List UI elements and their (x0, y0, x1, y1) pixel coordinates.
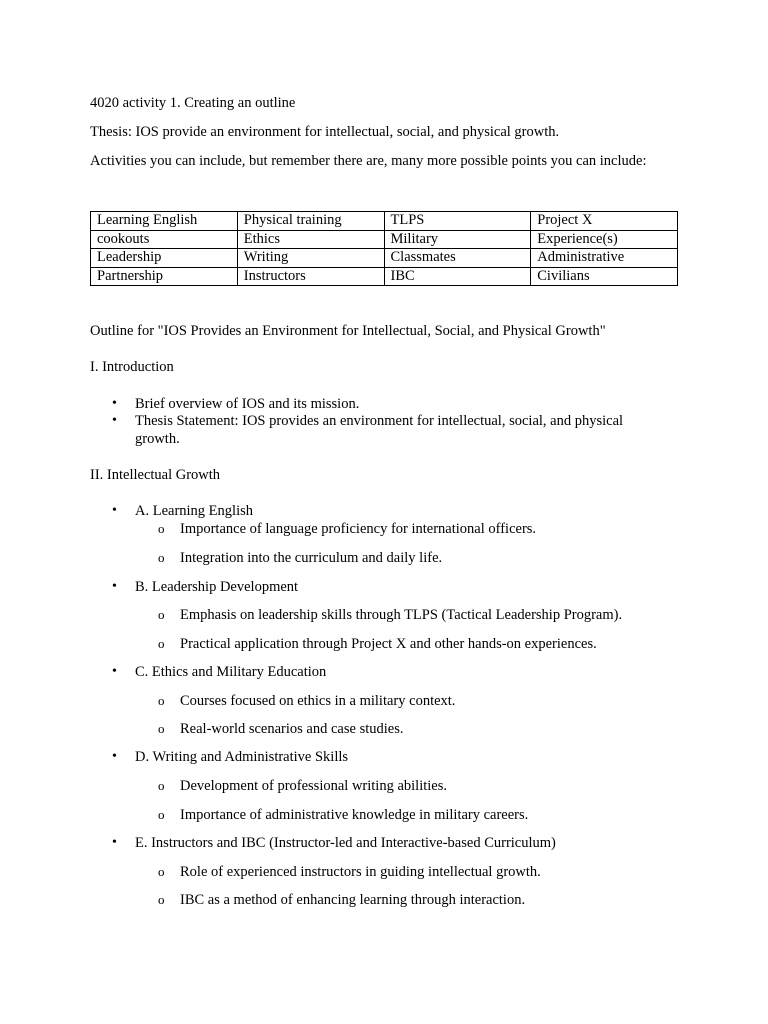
table-cell: Writing (237, 249, 384, 268)
sub-list-item: Integration into the curriculum and daily life. (180, 550, 443, 566)
sub-bullet-icon: o (158, 778, 165, 793)
section-intellectual-heading: II. Intellectual Growth (90, 467, 221, 483)
table-row (91, 249, 678, 268)
list-item: D. Writing and Administrative Skills (135, 749, 349, 765)
sub-bullet-icon: o (158, 721, 165, 736)
list-item: Thesis Statement: IOS provides an environment for intellectual, social, and physical growth. (135, 413, 624, 447)
sub-list-item: Real-world scenarios and case studies. (180, 721, 404, 737)
table-cell: IBC (384, 267, 531, 286)
sub-bullet-icon: o (158, 550, 165, 565)
outline-title: Outline for "IOS Provides an Environment for Intellectual, Social, and Physical Growth" (90, 323, 606, 339)
table-cell: Experience(s) (531, 230, 678, 249)
list-item: E. Instructors and IBC (Instructor-led and Interactive-based Curriculum) (135, 835, 556, 851)
sub-list-item: Courses focused on ethics in a military context. (180, 693, 456, 709)
list-item: A. Learning English (135, 503, 253, 519)
sub-bullet-icon: o (158, 521, 165, 536)
sub-list-item: Emphasis on leadership skills through TLPS (Tactical Leadership Program). (180, 607, 623, 623)
table-cell: Instructors (237, 267, 384, 286)
table-cell: Civilians (531, 267, 678, 286)
table-cell: Physical training (237, 212, 384, 231)
table-cell: Ethics (237, 230, 384, 249)
table-cell: Learning English (91, 212, 238, 231)
table-cell: Military (384, 230, 531, 249)
bullet-icon: • (112, 579, 117, 594)
sub-list-item: Role of experienced instructors in guiding intellectual growth. (180, 864, 541, 880)
activities-table (90, 211, 678, 286)
table-row (91, 212, 678, 231)
table-cell: Administrative (531, 249, 678, 268)
list-item: B. Leadership Development (135, 579, 299, 595)
thesis-line: Thesis: IOS provide an environment for intellectual, social, and physical growth. (90, 124, 560, 140)
sub-list-item: IBC as a method of enhancing learning through interaction. (180, 892, 526, 908)
section-introduction-heading: I. Introduction (90, 359, 174, 375)
sub-list-item: Importance of administrative knowledge in military careers. (180, 807, 529, 823)
sub-list-item: Practical application through Project X and other hands-on experiences. (180, 636, 597, 652)
table-cell: Classmates (384, 249, 531, 268)
bullet-icon: • (112, 835, 117, 850)
bullet-icon: • (112, 664, 117, 679)
table-row (91, 267, 678, 286)
sub-list-item: Development of professional writing abilities. (180, 778, 447, 794)
bullet-icon: • (112, 503, 117, 518)
table-cell: Project X (531, 212, 678, 231)
table-row (91, 230, 678, 249)
document-heading: 4020 activity 1. Creating an outline (90, 95, 296, 111)
bullet-icon: • (112, 396, 117, 411)
table-cell: cookouts (91, 230, 238, 249)
sub-bullet-icon: o (158, 807, 165, 822)
sub-bullet-icon: o (158, 607, 165, 622)
list-item: C. Ethics and Military Education (135, 664, 327, 680)
bullet-icon: • (112, 749, 117, 764)
activities-intro: Activities you can include, but remember there are, many more possible points you can include: (90, 153, 647, 169)
table-cell: TLPS (384, 212, 531, 231)
sub-list-item: Importance of language proficiency for international officers. (180, 521, 537, 537)
list-item: Brief overview of IOS and its mission. (135, 396, 360, 412)
table-cell: Leadership (91, 249, 238, 268)
sub-bullet-icon: o (158, 693, 165, 708)
table-cell: Partnership (91, 267, 238, 286)
sub-bullet-icon: o (158, 636, 165, 651)
sub-bullet-icon: o (158, 892, 165, 907)
bullet-icon: • (112, 413, 117, 428)
sub-bullet-icon: o (158, 864, 165, 879)
